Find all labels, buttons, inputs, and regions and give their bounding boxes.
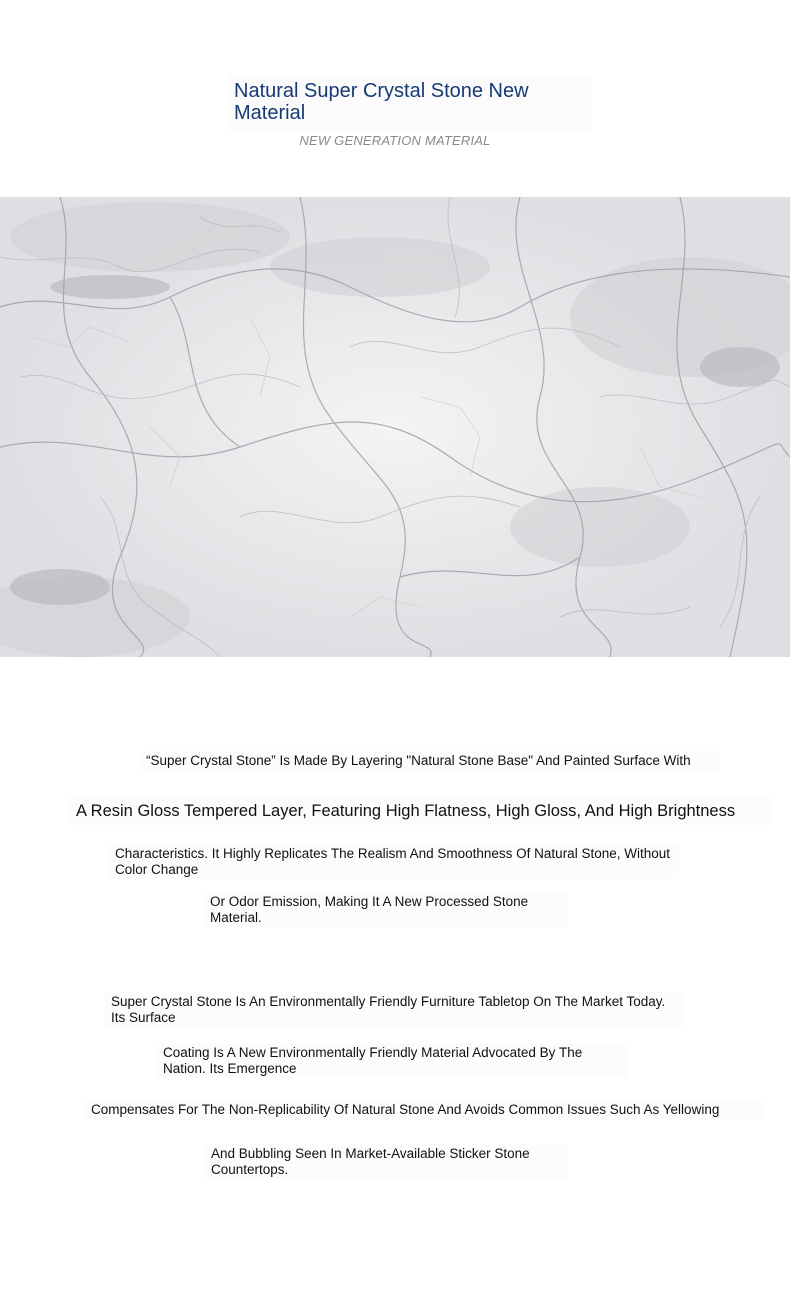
description-paragraph-5: Super Crystal Stone Is An Environmentally Friendly Furniture Tabletop On The Market Today. Its Surface (105, 992, 683, 1027)
description-paragraph-3: Characteristics. It Highly Replicates The Realism And Smoothness Of Natural Stone, Without Color Change (109, 844, 679, 879)
page-title: Natural Super Crystal Stone New Material (234, 80, 529, 124)
marble-texture-image (0, 197, 790, 657)
description-paragraph-6: Coating Is A New Environmentally Friendly Material Advocated By The Nation. Its Emergence (157, 1043, 627, 1078)
description-paragraph-7: Compensates For The Non-Replicability Of Natural Stone And Avoids Common Issues Such As Yellowing (85, 1100, 765, 1120)
description-paragraph-8: And Bubbling Seen In Market-Available Sticker Stone Countertops. (205, 1144, 567, 1179)
page-subtitle: NEW GENERATION MATERIAL (299, 133, 491, 148)
description-paragraph-1: “Super Crystal Stone” Is Made By Layering "Natural Stone Base" And Painted Surface With (140, 751, 720, 771)
description-paragraph-4: Or Odor Emission, Making It A New Processed Stone Material. (204, 892, 568, 927)
description-paragraph-2: A Resin Gloss Tempered Layer, Featuring High Flatness, High Gloss, And High Brightness (70, 797, 770, 825)
